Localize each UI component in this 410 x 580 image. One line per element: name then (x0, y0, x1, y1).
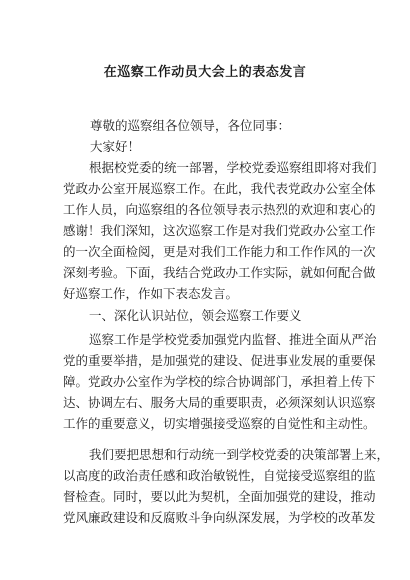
paragraph-line: 根据校党委的统一部署，学校党委巡察组即将对我们 (89, 160, 377, 175)
paragraph-line: 感谢！我们深知，这次巡察工作是对我们党政办公室工作 (63, 223, 376, 238)
paragraph-line: 督检查。同时，要以此为契机，全面加强党的建设，推动 (63, 489, 376, 504)
paragraph-line: 党风廉政建设和反腐败斗争向纵深发展，为学校的改革发 (63, 510, 376, 525)
paragraph-line: 巡察工作是学校党委加强党内监督、推进全面从严治 (89, 332, 377, 347)
paragraph-line: 我们要把思想和行动统一到学校党委的决策部署上来， (89, 447, 390, 462)
section-heading: 一、深化认识站位，领会巡察工作要义 (89, 308, 302, 323)
paragraph-line: 以高度的政治责任感和政治敏锐性，自觉接受巡察组的监 (63, 468, 376, 483)
paragraph-line: 好巡察工作，作如下表态发言。 (63, 286, 239, 301)
paragraph-line: 党的重要举措，是加强党的建设、促进事业发展的重要保 (63, 353, 376, 368)
greeting: 大家好！ (90, 139, 141, 154)
paragraph-line: 深刻考验。下面，我结合党政办工作实际，就如何配合做 (63, 265, 376, 280)
paragraph-line: 工作的重要意义，切实增强接受巡察的自觉性和主动性。 (63, 416, 376, 431)
paragraph-line: 达、协调左右、服务大局的重要职责，必须深刻认识巡察 (63, 395, 376, 410)
paragraph-line: 障。党政办公室作为学校的综合协调部门，承担着上传下 (63, 374, 376, 389)
document-title: 在巡察工作动员大会上的表态发言 (103, 65, 307, 80)
paragraph-line: 的一次全面检阅，更是对我们工作能力和工作作风的一次 (63, 244, 376, 259)
paragraph-line: 工作人员，向巡察组的各位领导表示热烈的欢迎和衷心的 (63, 202, 376, 217)
paragraph-line: 党政办公室开展巡察工作。在此，我代表党政办公室全体 (63, 181, 376, 196)
salutation: 尊敬的巡察组各位领导，各位同事： (90, 118, 291, 133)
